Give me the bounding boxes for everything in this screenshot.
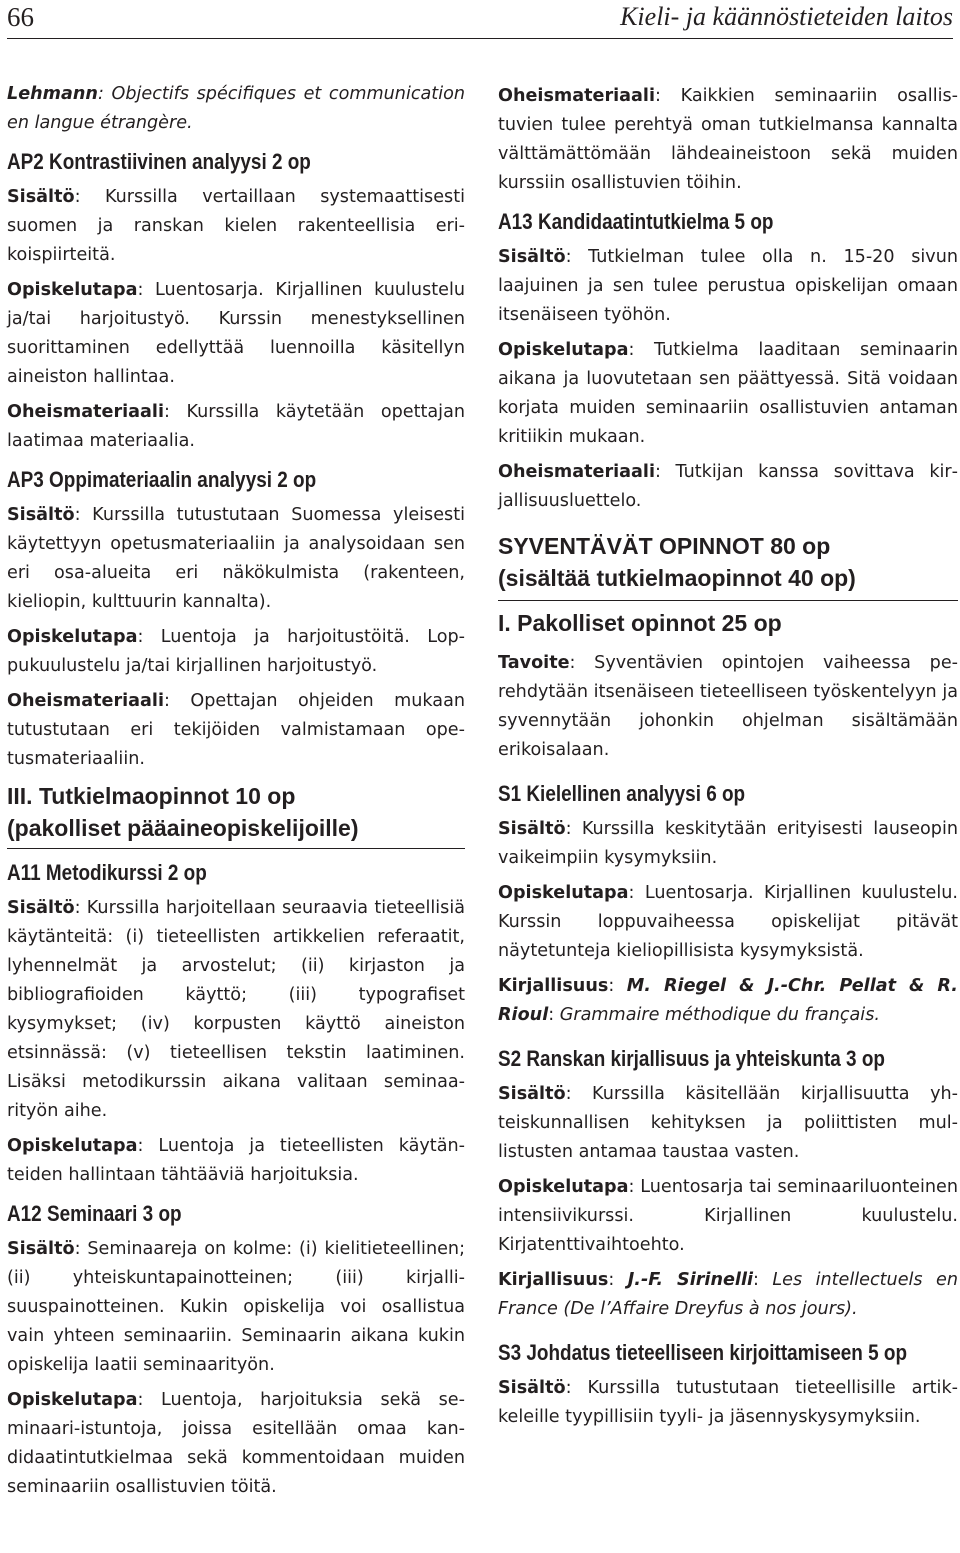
ap2-opiskelutapa: Opiskelutapa: Luentosarja. Kirjallinen kuulustelu ja/tai harjoitustyö. Kurssin menestyksellinen suorittaminen edellyttää luennoilla käsitellyn aineiston hallintaa. xyxy=(7,280,465,387)
running-title: Kieli- ja käännöstieteiden laitos xyxy=(620,2,953,31)
course-heading-a11: A11 Metodikurssi 2 op xyxy=(7,860,207,885)
s2-opiskelutapa: Opiskelutapa: Luentosarja tai seminaariluonteinen intensiivikurssi. Kirjallinen kuulustelu. Kirjatenttivaihtoehto. xyxy=(498,1177,958,1255)
a13-opiskelutapa: Opiskelutapa: Tutkielma laaditaan seminaarin aikana ja luovutetaan sen päättyessä. Sitä voidaan korjata muiden seminaariin osallistuvien antaman kritiikin mukaan. xyxy=(498,340,958,447)
ap3-opiskelutapa: Opiskelutapa: Luentoja ja harjoitustöitä. Loppukuulustelu ja/tai kirjallinen harjoitustyö. xyxy=(7,627,465,676)
left-column xyxy=(7,80,465,1508)
a12-opiskelutapa: Opiskelutapa: Luentoja, harjoituksia sekä seminaari-istuntoja, joissa esitellään omaa kandidaatintutkielmaa sekä kommentoidaan muiden seminaariin osallistuvien töitä. xyxy=(7,1390,465,1497)
a13-sisalto: Sisältö: Tutkielman tulee olla n. 15-20 sivun laajuinen ja sen tulee perustua opiskelijan omaan itsenäiseen työhön. xyxy=(498,247,958,325)
intro-reference: Lehmann: Objectifs spécifiques et communication en langue étrangère. xyxy=(7,84,465,133)
a12-sisalto: Sisältö: Seminaareja on kolme: (i) kielitieteellinen; (ii) yhteiskuntapainotteinen; (iii) kirjallisuuspainotteinen. Kukin opiskelija voi osallistua vain yhteen seminaariin. Seminaarin aikana kukin opiskelija laatii seminaarityön. xyxy=(7,1239,465,1375)
syventavat-tavoite: Tavoite: Syventävien opintojen vaiheessa perehdytään itsenäiseen tieteelliseen työskentelyyn ja syvennytään johonkin ohjelman sisältämään erikoisalaan. xyxy=(498,653,958,760)
course-heading-a13: A13 Kandidaatintutkielma 5 op xyxy=(498,209,774,234)
course-heading-s2: S2 Ranskan kirjallisuus ja yhteiskunta 3 op xyxy=(498,1046,885,1071)
s2-kirjallisuus: Kirjallisuus: J.-F. Sirinelli: Les intellectuels en France (De l’Affaire Dreyfus à nos jours). xyxy=(498,1270,958,1319)
a12-oheismateriaali: Oheismateriaali: Kaikkien seminaariin osallistuvien tulee perehtyä oman tutkielmansa kannalta välttämättömään lähdeaineistoon sekä muiden kurssiin osallistuvien töihin. xyxy=(498,86,958,193)
ap2-sisalto: Sisältö: Kurssilla vertaillaan systemaattisesti suomen ja ranskan kielen rakenteellisia erikoispiirteitä. xyxy=(7,187,465,265)
a13-oheismateriaali: Oheismateriaali: Tutkijan kanssa sovittava kirjallisuusluettelo. xyxy=(498,462,958,511)
section-heading-syventavat: SYVENTÄVÄT OPINNOT 80 op (sisältää tutkielmaopinnot 40 op) xyxy=(498,533,856,591)
course-heading-a12: A12 Seminaari 3 op xyxy=(7,1201,182,1226)
course-heading-s3: S3 Johdatus tieteelliseen kirjoittamiseen 5 op xyxy=(498,1340,908,1365)
course-heading-s1: S1 Kielellinen analyysi 6 op xyxy=(498,781,746,806)
page-number: 66 xyxy=(7,2,34,32)
subsection-heading-pakolliset: I. Pakolliset opinnot 25 op xyxy=(498,600,958,639)
s1-kirjallisuus: Kirjallisuus: M. Riegel & J.-Chr. Pellat & R. Rioul: Grammaire méthodique du français. xyxy=(498,976,958,1025)
a11-opiskelutapa: Opiskelutapa: Luentoja ja tieteellisten käytänteiden hallintaan tähtääviä harjoituksia. xyxy=(7,1136,465,1185)
s1-sisalto: Sisältö: Kurssilla keskitytään erityisesti lauseopin vaikeimpiin kysymyksiin. xyxy=(498,819,958,868)
s1-opiskelutapa: Opiskelutapa: Luentosarja. Kirjallinen kuulustelu. Kurssin loppuvaiheessa opiskelijat pitävät näytetunteja kieliopillisista kysymyksistä. xyxy=(498,883,958,961)
ap2-oheismateriaali: Oheismateriaali: Kurssilla käytetään opettajan laatimaa materiaalia. xyxy=(7,402,465,451)
page-header xyxy=(7,0,953,39)
right-column xyxy=(498,82,958,1438)
s3-sisalto: Sisältö: Kurssilla tutustutaan tieteellisille artikkeleille tyypillisiin tyyli- ja jäsennyskysymyksiin. xyxy=(498,1378,958,1427)
ap3-oheismateriaali: Oheismateriaali: Opettajan ohjeiden mukaan tutustutaan eri tekijöiden valmistamaan opetusmateriaaliin. xyxy=(7,691,465,769)
a11-sisalto: Sisältö: Kurssilla harjoitellaan seuraavia tieteellisiä käytänteitä: (i) tieteellisten artikkelien referaatit, lyhennelmät ja arvostelut; (ii) kirjaston ja bibliografioiden käyttö; (iii) typografiset kysymykset; (iv) korpusten käyttö aineiston etsinnässä: (v) tieteellisen tekstin laatiminen. Lisäksi metodikurssin aikana valitaan seminaarityön aihe. xyxy=(7,898,465,1121)
ap3-sisalto: Sisältö: Kurssilla tutustutaan Suomessa yleisesti käytettyyn opetusmateriaaliin ja analysoidaan sen eri osa-alueita eri näkökulmista (rakenteen, kieliopin, kulttuurin kannalta). xyxy=(7,505,465,612)
course-heading-ap3: AP3 Oppimateriaalin analyysi 2 op xyxy=(7,467,317,492)
section-heading-tutkielmaopinnot: III. Tutkielmaopinnot 10 op (pakolliset pääaineopiskelijoille) xyxy=(7,780,465,849)
s2-sisalto: Sisältö: Kurssilla käsitellään kirjallisuutta yhteiskunnallisen kehityksen ja poliittisten mullistusten antamaa taustaa vasten. xyxy=(498,1084,958,1162)
course-heading-ap2: AP2 Kontrastiivinen analyysi 2 op xyxy=(7,149,311,174)
